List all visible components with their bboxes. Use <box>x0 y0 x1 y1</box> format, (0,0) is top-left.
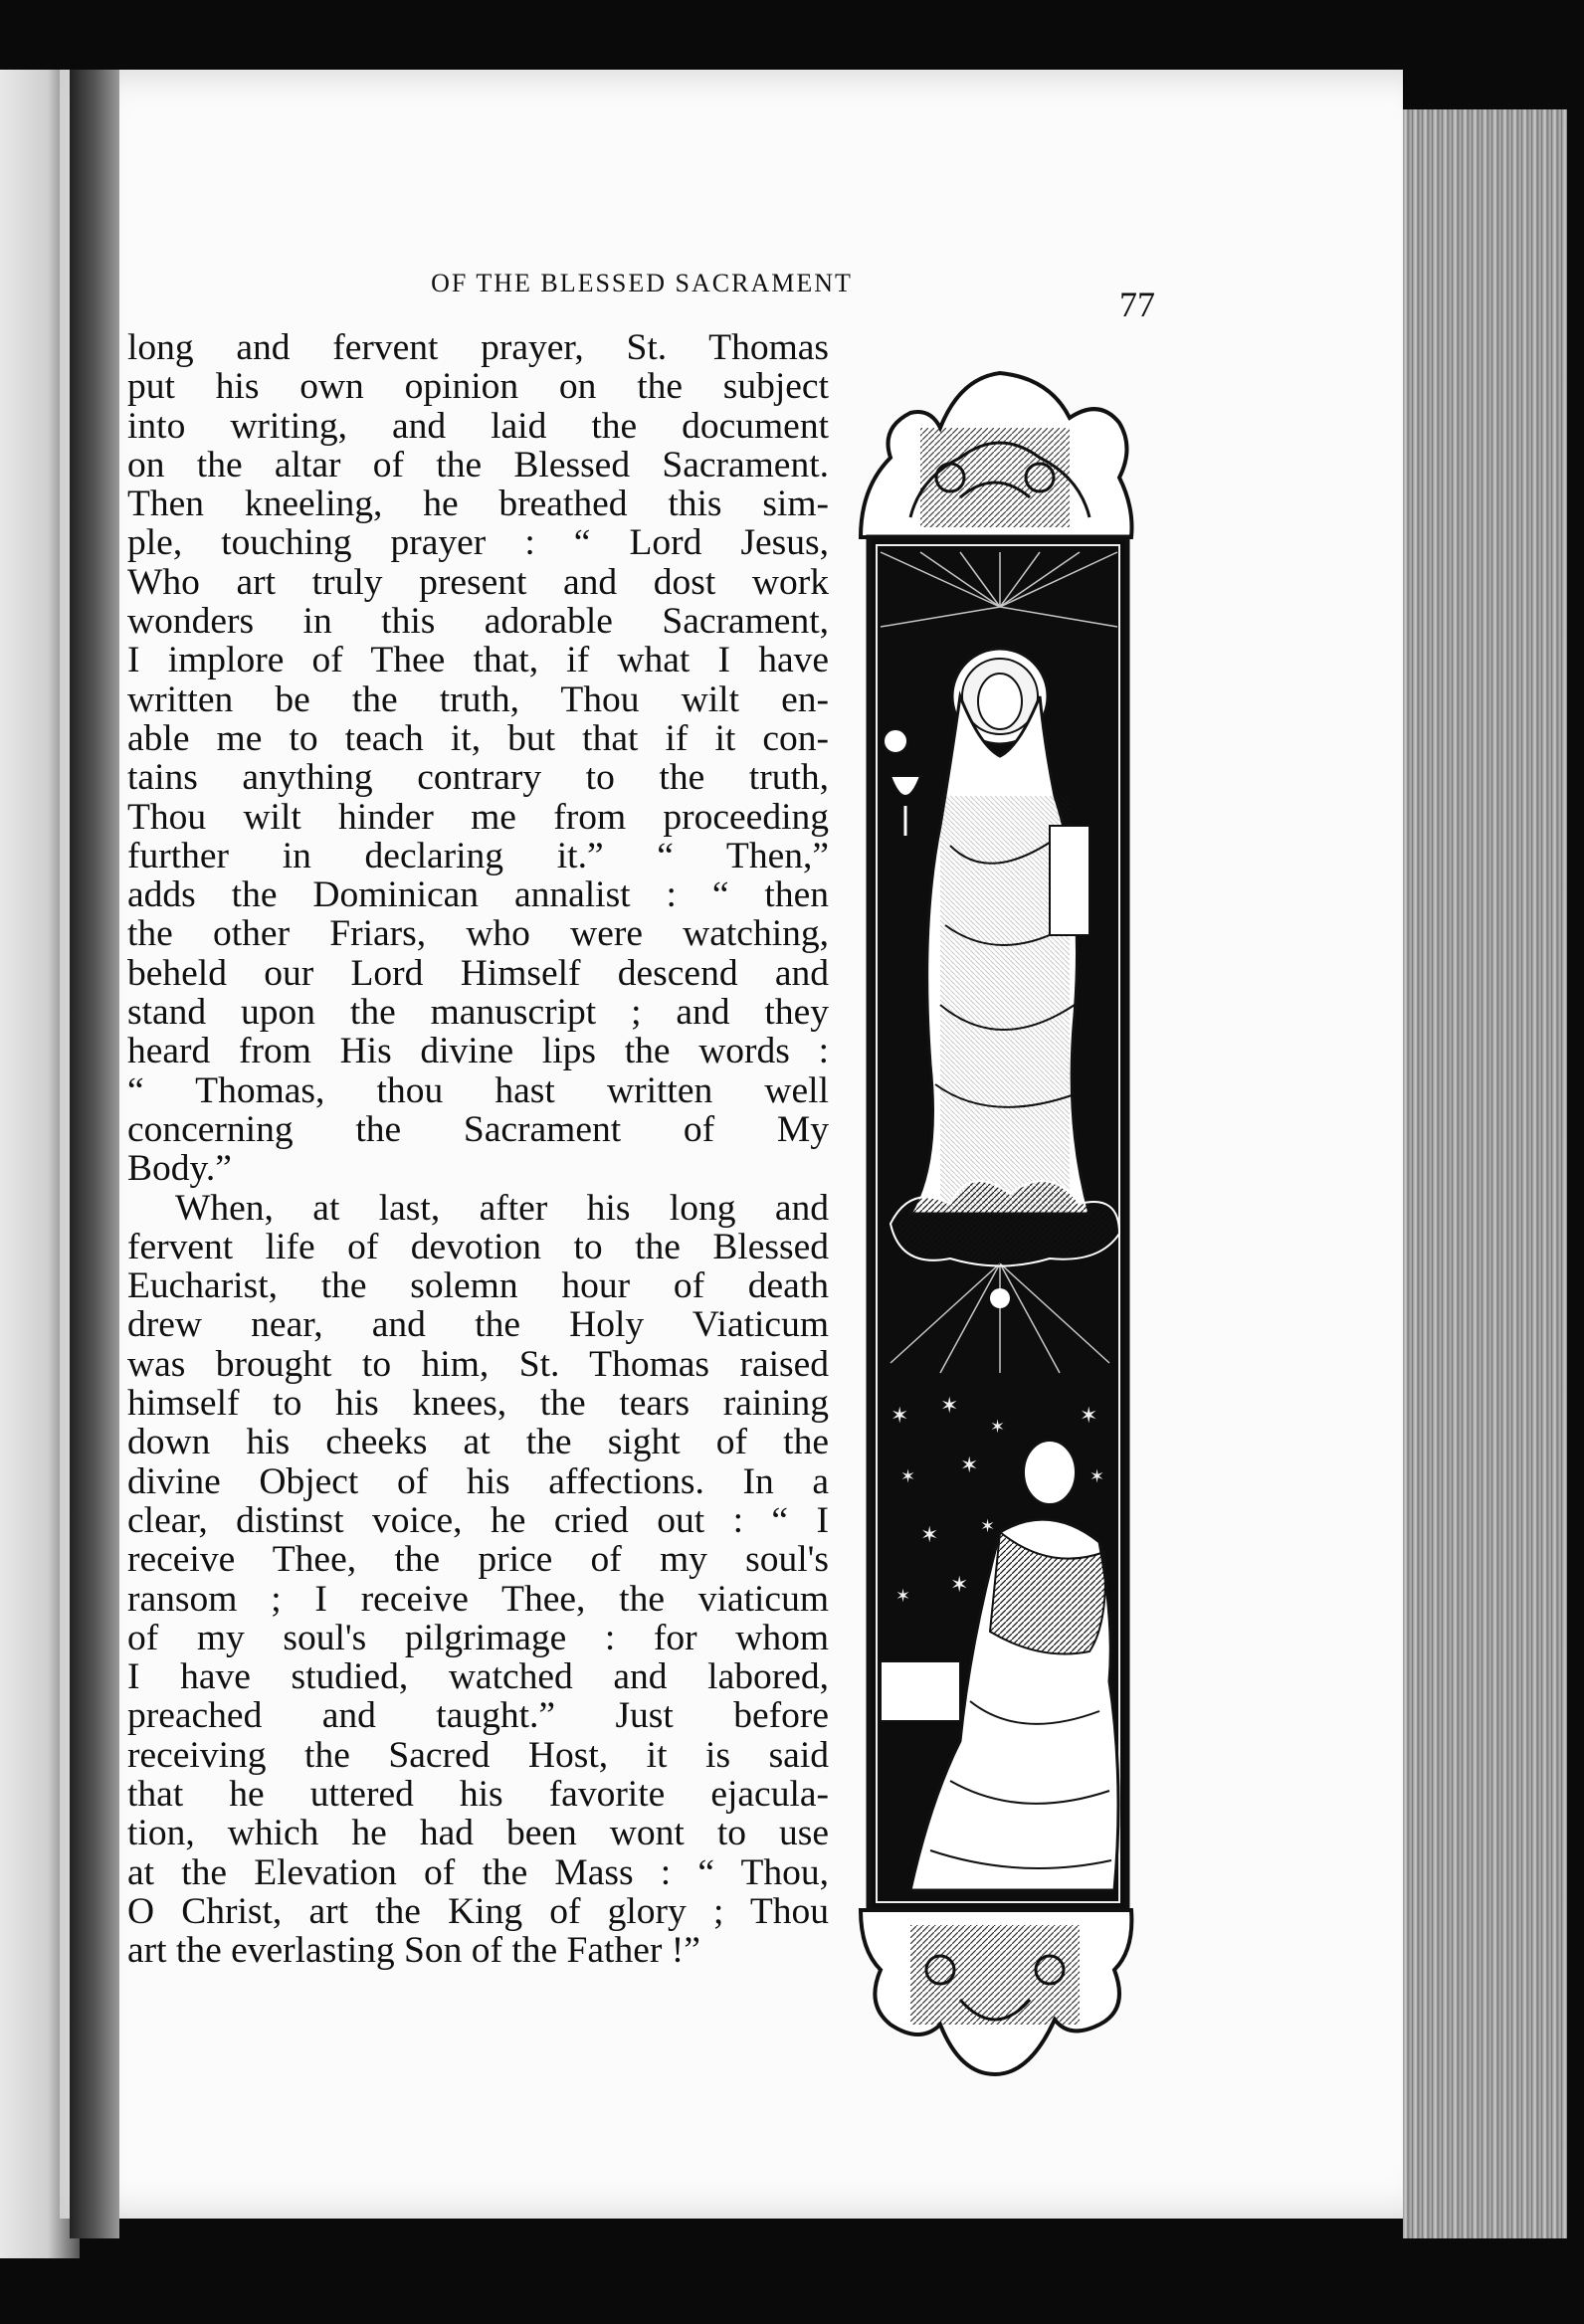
text-line: ransom ; I receive Thee, the viaticum <box>127 1578 829 1620</box>
text-line: clear, distinst voice, he cried out : “ I <box>127 1499 829 1541</box>
text-line: preached and taught.” Just before <box>127 1695 829 1737</box>
text-line: on the altar of the Blessed Sacrament. <box>127 444 829 485</box>
text-line: I have studied, watched and labored, <box>127 1656 829 1698</box>
text-line: When, at last, after his long and <box>175 1187 829 1229</box>
text-line: adds the Dominican annalist : “ then <box>127 874 829 916</box>
engraved-illustration <box>851 368 1139 2079</box>
text-line: the other Friars, who were watching, <box>127 913 829 955</box>
page-edges <box>1403 109 1567 2238</box>
text-line: beheld our Lord Himself descend and <box>127 952 829 994</box>
text-line: “ Thomas, thou hast written well <box>127 1069 829 1111</box>
text-line: wonders in this adorable Sacrament, <box>127 601 829 643</box>
text-line: Eucharist, the solemn hour of death <box>127 1265 829 1307</box>
text-line: himself to his knees, the tears raining <box>127 1383 829 1425</box>
svg-text:✶: ✶ <box>1089 1466 1105 1487</box>
svg-text:✶: ✶ <box>950 1573 969 1598</box>
text-line: was brought to him, St. Thomas raised <box>127 1343 829 1385</box>
running-title: OF THE BLESSED SACRAMENT <box>431 269 853 297</box>
text-line: O Christ, art the King of glory ; Thou <box>127 1890 829 1932</box>
text-line: put his own opinion on the subject <box>127 366 829 408</box>
text-line: into writing, and laid the document <box>127 405 829 447</box>
text-line: heard from His divine lips the words : <box>127 1031 829 1072</box>
svg-text:✶: ✶ <box>960 1453 979 1478</box>
text-line: stand upon the manuscript ; and they <box>127 992 829 1034</box>
svg-text:✶: ✶ <box>940 1394 959 1419</box>
text-line: receiving the Sacred Host, it is said <box>127 1734 829 1776</box>
svg-text:✶: ✶ <box>891 1404 909 1429</box>
page-number: 77 <box>1119 285 1155 324</box>
text-line: that he uttered his favorite ejacula- <box>127 1773 829 1815</box>
text-line: receive Thee, the price of my soul's <box>127 1539 829 1581</box>
text-line: I implore of Thee that, if what I have <box>127 640 829 681</box>
svg-text:✶: ✶ <box>980 1516 996 1537</box>
book-gutter <box>70 70 119 2238</box>
text-line: concerning the Sacrament of My <box>127 1108 829 1150</box>
text-line: Thou wilt hinder me from proceeding <box>127 796 829 838</box>
text-line: Then kneeling, he breathed this sim- <box>127 484 829 525</box>
text-line: further in declaring it.” “ Then,” <box>127 835 829 876</box>
top-ornament <box>861 373 1132 537</box>
svg-text:✶: ✶ <box>1080 1404 1098 1429</box>
text-line: written be the truth, Thou wilt en- <box>127 678 829 720</box>
text-line: down his cheeks at the sight of the <box>127 1422 829 1463</box>
text-line: tion, which he had been wont to use <box>127 1813 829 1854</box>
text-line: fervent life of devotion to the Blessed <box>127 1226 829 1267</box>
text-line: long and fervent prayer, St. Thomas <box>127 327 829 368</box>
text-line: of my soul's pilgrimage : for whom <box>127 1617 829 1658</box>
bottom-ornament <box>861 1910 1131 2074</box>
text-line: drew near, and the Holy Viaticum <box>127 1304 829 1346</box>
text-line: tains anything contrary to the truth, <box>127 757 829 799</box>
svg-text:✶: ✶ <box>900 1466 916 1487</box>
svg-text:✶: ✶ <box>895 1586 911 1607</box>
svg-text:✶: ✶ <box>920 1523 939 1548</box>
text-line: art the everlasting Son of the Father !” <box>127 1930 700 1972</box>
text-line: ple, touching prayer : “ Lord Jesus, <box>127 522 829 564</box>
text-line: able me to teach it, but that if it con- <box>127 717 829 759</box>
text-line: divine Object of his affections. In a <box>127 1460 829 1502</box>
svg-text:✶: ✶ <box>990 1417 1006 1438</box>
text-line: Body.” <box>127 1148 232 1190</box>
body-text <box>127 328 829 1970</box>
text-line: at the Elevation of the Mass : “ Thou, <box>127 1851 829 1893</box>
text-line: Who art truly present and dost work <box>127 561 829 603</box>
